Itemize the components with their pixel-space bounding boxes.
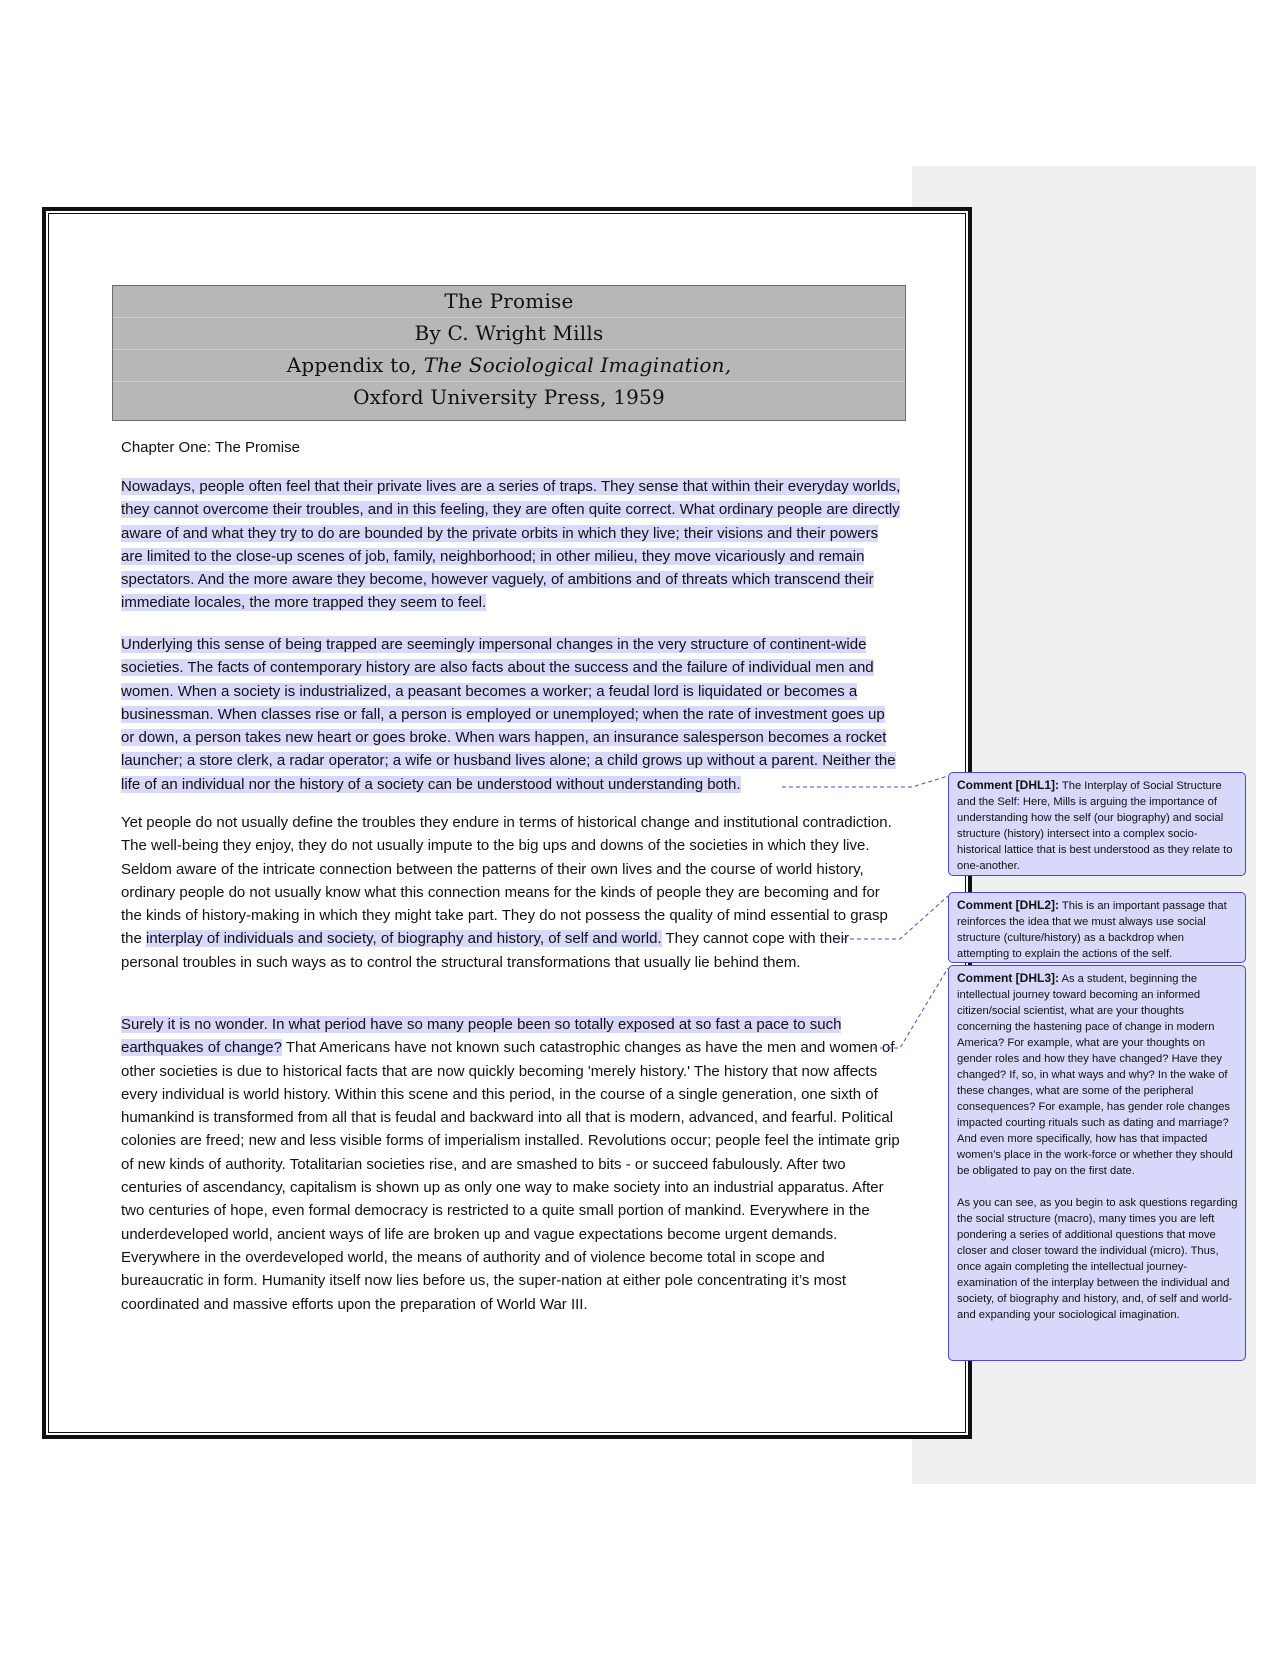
source-prefix: Appendix to, — [286, 353, 424, 377]
highlight-dhl3[interactable]: Surely it is no wonder. In what period have so many people been so totally exposed at so fast a pace to such earthquakes of change? — [121, 1016, 842, 1057]
highlight-dhl1-part2[interactable]: Underlying this sense of being trapped are seemingly impersonal changes in the very structure of continent-wide societies. The facts of contemporary history are also facts about the success and the failure of individual men and women. When a society is industrialized, a peasant becomes a worker; a feudal lord is liquidated or becomes a businessman. When classes rise or fall, a person is employed or unemployed; when the rate of investment goes up or down, a person takes new heart or goes broke. When wars happen, an insurance salesperson becomes a rocket launcher; a store clerk, a radar operator; a wife or husband lives alone; a child grows up without a parent. Neither the life of an individual nor the history of a society can be understood without understanding both. — [121, 636, 896, 793]
chapter-heading: Chapter One: The Promise — [121, 439, 300, 456]
highlight-dhl2[interactable]: interplay of individuals and society, of biography and history, of self and world. — [146, 930, 662, 948]
paragraph-4-text: That Americans have not known such catastrophic changes as have the men and women of other societies is due to historical facts that are now quickly becoming 'merely history.' The history that now affects every individual is world history. Within this scene and this period, in the course of a single generation, one sixth of humankind is transformed from all that is feudal and backward into all that is modern, advanced, and fearful. Political colonies are freed; new and less visible forms of imperialism installed. Revolutions occur; people feel the intimate grip of new kinds of authority. Totalitarian societies rise, and are smashed to bits - or succeed fabulously. After two centuries of ascendancy, capitalism is shown up as only one way to make society into an industrial apparatus. After two centuries of hope, even formal democracy is restricted to a quite small portion of mankind. Everywhere in the underdeveloped world, ancient ways of life are broken up and vague expectations become urgent demands. Everywhere in the overdeveloped world, the means of authority and of violence become total in scope and bureaucratic in form. Humanity itself now lies before us, the super-nation at either pole concentrating it’s most coordinated and massive efforts upon the preparation of World War III. — [121, 1039, 900, 1313]
book-title: The Sociological Imagination, — [423, 353, 732, 377]
paragraph-3 — [121, 811, 901, 974]
comment-dhl2[interactable] — [948, 892, 1246, 963]
paragraph-3-text-start: Yet people do not usually define the troubles they endure in terms of historical change and institutional contradiction. The well-being they enjoy, they do not usually impute to the big ups and downs of the societies in which they live. Seldom aware of the intricate connection between the patterns of their own lives and the course of world history, ordinary people do not usually know what this connection means for the kinds of people they are becoming and for the kinds of history-making in which they might take part. They do not possess the quality of mind essential to grasp the — [121, 814, 892, 948]
title-box — [112, 285, 906, 421]
comment-paragraph-1 — [957, 970, 1238, 1179]
publisher-line: Oxford University Press, 1959 — [353, 385, 665, 409]
highlight-dhl1-part1[interactable]: Nowadays, people often feel that their private lives are a series of traps. They sense that within their everyday worlds, they cannot overcome their troubles, and in this feeling, they are often quite correct. What ordinary people are directly aware of and what they try to do are bounded by the private orbits in which they live; their visions and their powers are limited to the close-up scenes of job, family, neighborhood; in other milieu, they move vicariously and remain spectators. And the more aware they become, however vaguely, of ambitions and of threats which transcend their immediate locales, the more trapped they seem to feel. — [121, 478, 901, 612]
paragraph-2[interactable] — [121, 633, 901, 796]
source-line — [113, 350, 905, 382]
comment-text: The Interplay of Social Structure and the Self: Here, Mills is arguing the importance of understanding how the self (our biography) and social structure (history) intersect into a complex socio-historical lattice that is best understood as they relate to one-another. — [957, 780, 1233, 872]
title: The Promise — [113, 286, 905, 318]
comment-text: As a student, beginning the intellectual journey toward becoming an informed citizen/social scientist, what are your thoughts concerning the hastening pace of change in modern America? For example, what are your thoughts on gender roles and how they have changed? Have they changed? If, so, in what ways and why? In the wake of these changes, what are some of the peripheral consequences? For example, has gender role changes impacted courting rituals such as dating and marriage? And even more specifically, how has that impacted women’s place in the work-force or whether they should be obligated to pay on the first date. — [957, 973, 1233, 1177]
comment-paragraph-2: As you can see, as you begin to ask questions regarding the social structure (macro), many times you are left pondering a series of additional questions that move closer and closer toward the individual (micro). Thus, once again completing the intellectual journey- examination of the interplay between the individual and society, of biography and history, and, of self and world- and expanding your sociological imagination. — [957, 1197, 1238, 1321]
comment-label: Comment [DHL3]: — [957, 971, 1059, 985]
comment-label: Comment [DHL2]: — [957, 898, 1059, 912]
comment-dhl1[interactable] — [948, 772, 1246, 876]
comment-text: This is an important passage that reinforces the idea that we must always use social structure (culture/history) as a backdrop when attempting to explain the actions of the self. — [957, 900, 1227, 960]
comment-label: Comment [DHL1]: — [957, 778, 1059, 792]
author-line: By C. Wright Mills — [113, 318, 905, 350]
paragraph-4 — [121, 1013, 901, 1316]
paragraph-3-text-end: They cannot cope with their personal troubles in such ways as to control the structural transformations that usually lie behind them. — [121, 930, 849, 971]
paragraph-1[interactable] — [121, 475, 901, 615]
comment-dhl3[interactable] — [948, 965, 1246, 1361]
